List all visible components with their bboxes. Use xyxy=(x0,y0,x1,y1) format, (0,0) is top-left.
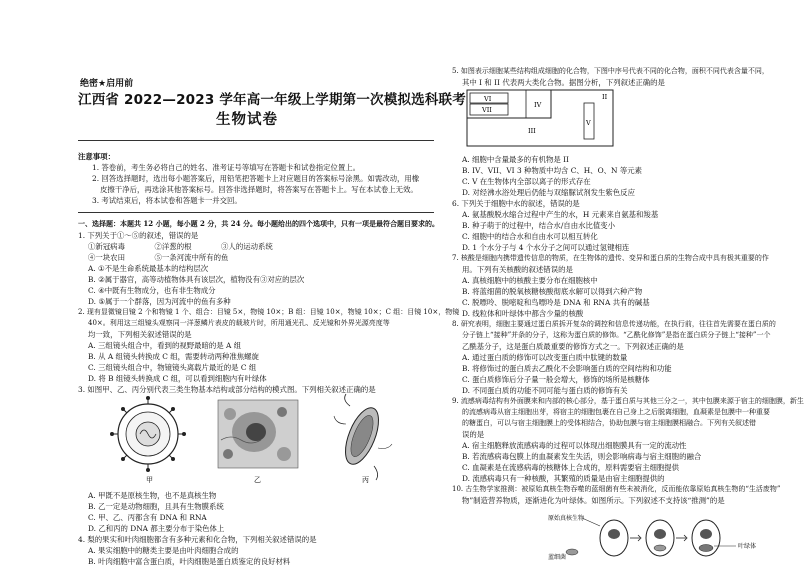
option-c: C. 甲、乙、丙都含有 DNA 和 RNA xyxy=(88,513,207,522)
question-8-stem: 8. 研究表明，细胞主要通过蛋白质拆开复杂的调控和信息传递功能，在执行前，往往首先需要在蛋白质的 xyxy=(452,320,776,328)
option-a: A. 三组镜头组合中，看到的视野最暗的是 A 组 xyxy=(88,341,242,350)
question-8-stem: 乙酰基分子，这是蛋白质最重要的修饰方式之一。下列叙述正确的是 xyxy=(462,342,684,351)
question-5-stem: 5. 如图表示细胞某些结构组成细胞的化合物，下图中序号代表不同的化合物，面积不同代表含量不同， xyxy=(452,67,769,75)
figure-label: 蓝细菌 xyxy=(548,554,567,561)
question-1-items: ①新冠病毒 ②洋葱的根 ③人的运动系统 xyxy=(88,242,273,251)
cyanobacterium-shape xyxy=(566,549,578,555)
question-9-stem: 的糖蛋白，可以与宿主细胞膜上的受体相结合，协助包膜与宿主细胞膜相融合。下列有关叙述错 xyxy=(462,419,756,427)
option-c: C. ④中既有生物成分，也有非生物成分 xyxy=(88,286,216,295)
cell-stage-1 xyxy=(600,520,628,556)
question-9-stem: 9. 流感病毒结构有外面膜来和内部的核心部分，基于蛋白质与其他三分之一，其中包膜来源于宿主的细胞膜，新生 xyxy=(452,397,804,405)
confidential-label: 绝密★启用前 xyxy=(80,79,134,89)
exam-subtitle: 生物试卷 xyxy=(216,112,278,128)
region-label: VI xyxy=(484,95,492,103)
right-column xyxy=(452,0,804,561)
notice-item: 3. 考试结束后，将本试卷和答题卡一并交回。 xyxy=(92,196,242,205)
option-a: A. 果实细胞中的糖类主要是由叶肉细胞合成的 xyxy=(88,546,239,555)
question-2-stem: 均一致，下列相关叙述错误的是 xyxy=(88,330,192,339)
region-label: V xyxy=(586,119,591,127)
figure-label: 丙 xyxy=(362,476,369,484)
question-5-stem: 其中 I 和 II 代表两大类化合物。据图分析，下列叙述正确的是 xyxy=(462,78,665,87)
cell-stage-2 xyxy=(646,520,674,556)
notice-divider xyxy=(78,212,434,213)
question-10-stem: 10. 古生物学家推测：被原始真核生物吞噬的蓝细菌有些未被消化，反而能依靠原始真核生物的“生活废物” xyxy=(452,485,781,493)
exam-title: 江西省 2022—2023 学年高一年级上学期第一次模拟选科联考 xyxy=(78,92,466,108)
option-a: A. 真核细胞中的核酸主要分布在细胞核中 xyxy=(462,276,598,285)
question-3-stem: 3. 如图甲、乙、丙分别代表三类生物基本结构或部分结构的模式图。下列相关叙述正确的是 xyxy=(78,385,376,394)
option-b: B. 叶肉细胞中富含蛋白质，叶肉细胞是蛋白质鉴定的良好材料 xyxy=(88,557,291,566)
question-7-stem: 7. 核酸是细胞内携带遗传信息的物质，在生物体的遗传、变异和蛋白质的生物合成中具有极其重要的作 xyxy=(452,254,769,262)
option-d: D. 1 个水分子与 4 个水分子之间可以通过氢键相连 xyxy=(462,243,630,252)
cell-stage-3 xyxy=(692,520,720,556)
question-2-stem: 40×。利用这三组镜头观察同一洋葱鳞片表皮的载玻片时，所用通光孔、反光镜和外界光源亮度等 xyxy=(88,319,390,327)
option-a: A. 通过蛋白质的修饰可以改变蛋白质中肽键的数量 xyxy=(462,353,628,362)
option-d: D. ⑤属于一个群落，因为河流中的鱼有多种 xyxy=(88,297,231,306)
question-7-stem: 用。下列有关核酸的叙述错误的是 xyxy=(462,265,573,274)
virus-illustration xyxy=(110,396,186,472)
region-label: IV xyxy=(534,101,542,109)
question-1-stem: 1. 下列关于①～⑤的叙述，错误的是 xyxy=(78,231,199,240)
option-d: D. 不同蛋白质的功能不同可能与蛋白质的修饰有关 xyxy=(462,386,628,395)
option-a: A. 氨基酸脱水缩合过程中产生的水，H 元素来自氨基和羧基 xyxy=(462,210,659,219)
notice-item: 2. 回答选择题时，选出每小题答案后，用铅笔把答题卡上对应题目的答案标号涂黑。如需改动，用橡 xyxy=(92,174,420,183)
figure-label: 乙 xyxy=(254,476,261,484)
option-b: B. 若流感病毒包膜上的血凝素发生失活，则会影响病毒与宿主细胞的融合 xyxy=(462,452,702,461)
option-c: C. 血凝素是在流感病毒的核糖体上合成的，原料需要宿主细胞提供 xyxy=(462,463,680,472)
option-a: A. 细胞中含量最多的有机物是 II xyxy=(462,155,569,164)
question-9-stem: 误的是 xyxy=(462,430,485,439)
figure-label: 甲 xyxy=(146,476,153,484)
figure-5 xyxy=(466,89,616,149)
region-label: VII xyxy=(482,106,492,114)
option-d: D. 将 B 组镜头转换成 C 组，可以看到细胞内有叶绿体 xyxy=(88,374,267,383)
question-10-stem: 物”制造营养物质，逐渐进化为叶绿体。如图所示。下列叙述不支持该“推测”的是 xyxy=(462,496,725,505)
question-6-stem: 6. 下列关于细胞中水的叙述，错误的是 xyxy=(452,199,580,208)
question-8-stem: 分子链上“接种”并条的分子，这称为蛋白质的修饰。“乙酰化修饰”是指在蛋白质分子链上“接种”一个 xyxy=(462,331,771,339)
notice-item: 1. 答卷前，考生务必将自己的姓名、准考证号等填写在答题卡和试卷指定位置上。 xyxy=(92,163,361,172)
option-b: B. 将修饰过的蛋白质去乙酰化不会影响蛋白质的空间结构和功能 xyxy=(462,364,672,373)
option-c: C. 脱嘌呤、脱嘧啶和鸟嘌呤是 DNA 和 RNA 共有的碱基 xyxy=(462,298,650,307)
figure-label: 原始真核生物 xyxy=(548,515,585,522)
option-b: B. 种子萌于的过程中，结合水/自由水比值变小 xyxy=(462,221,616,230)
notice-title: 注意事项： xyxy=(78,152,115,161)
option-d: D. 对经沸水浴处理后仍能与双缩脲试剂发生紫色反应 xyxy=(462,188,635,197)
notice-item: 皮擦干净后，再选涂其他答案标号。回答非选择题时，将答案写在答题卡上。写在本试卷上无效。 xyxy=(100,185,418,194)
option-d: D. 流感病毒只有一种核酸，其繁殖的质量是由宿主细胞提供的 xyxy=(462,474,665,483)
question-1-items: ④一块农田 ⑤一条河流中所有的鱼 xyxy=(88,253,229,262)
option-c: C. 三组镜头组合中，物镜镜头离载片最近的是 C 组 xyxy=(88,363,257,372)
section-heading: 一、选择题：本题共 12 小题，每小题 2 分，共 24 分。每小题给出的四个选项中，只有一项是最符合题目要求的。 xyxy=(78,219,439,228)
option-a: A. 甲既不是原核生物，也不是真核生物 xyxy=(88,491,217,500)
option-a: A. 宿主细胞释放流感病毒的过程可以体现出细胞膜具有一定的流动性 xyxy=(462,441,687,450)
option-c: C. V 在生物体内全部以离子的形式存在 xyxy=(462,177,591,186)
option-c: C. 细胞中的结合水和自由水可以相互转化 xyxy=(462,232,598,241)
region-label: III xyxy=(528,127,536,135)
left-column xyxy=(78,0,466,566)
cell-micrograph xyxy=(218,400,298,468)
option-b: B. 将蓝细菌的脱氧核糖核酸彻底水解可以得到六种产物 xyxy=(462,287,643,296)
option-b: B. IV、VII、VI 3 种物质中均含 C、H、O、N 等元素 xyxy=(462,166,643,175)
figure-label: 叶绿体 xyxy=(738,543,757,550)
figure-10 xyxy=(548,506,786,560)
question-4-stem: 4. 梨的果实和叶肉细胞都含有多种元素和化合物，下列相关叙述错误的是 xyxy=(78,535,317,544)
region-label: II xyxy=(602,93,608,101)
header-divider xyxy=(78,140,434,141)
option-a: A. ①不是生命系统最基本的结构层次 xyxy=(88,264,209,273)
option-d: D. 乙和丙的 DNA 都主要分布于染色体上 xyxy=(88,524,225,533)
bacterium-illustration xyxy=(334,394,392,480)
option-c: C. 蛋白质修饰后分子量一般会增大，修饰的场所是核糖体 xyxy=(462,375,650,384)
question-9-stem: 的流感病毒从宿主细胞出芽，将宿主的细胞包裹在自己身上之后脱离细胞，血凝素是包膜中一种重要 xyxy=(462,408,770,416)
option-b: B. 乙一定是动物细胞，且具有生物膜系统 xyxy=(88,502,224,511)
option-b: B. ②属于器官，高等动植物体具有该层次，植物没有③对应的层次 xyxy=(88,275,305,284)
option-d: D. 线粒体和叶绿体中都含少量的核酸 xyxy=(462,309,584,318)
figure-3 xyxy=(106,396,406,484)
option-b: B. 从 A 组镜头转换成 C 组，需要转动两种准焦螺旋 xyxy=(88,352,259,361)
question-2-stem: 2. 现有显微镜目镜 2 个和物镜 1 个、组合：目镜 5×，物镜 10×；B 组：目镜 10×，物镜 10×；C 组：目镜 10×，物镜 xyxy=(78,308,460,316)
